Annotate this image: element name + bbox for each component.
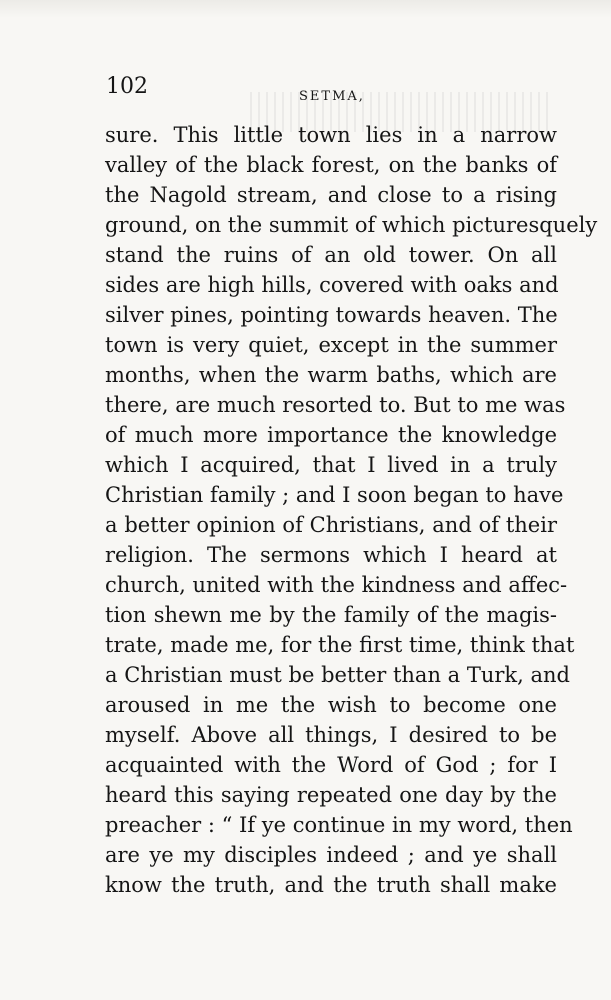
text-line: heard this saying repeated one day by the — [105, 783, 557, 807]
text-line: months, when the warm baths, which are — [105, 363, 557, 387]
text-line: stand the ruins of an old tower. On all — [105, 243, 557, 267]
text-line: of much more importance the knowledge — [105, 423, 557, 447]
text-line: aroused in me the wish to become one — [105, 693, 557, 717]
text-line: trate, made me, for the first time, think that — [105, 633, 575, 657]
text-line: tion shewn me by the family of the magis- — [105, 603, 557, 627]
text-line: a Christian must be better than a Turk, and — [105, 663, 570, 687]
text-line: town is very quiet, except in the summer — [105, 333, 557, 357]
text-line: silver pines, pointing towards heaven. The — [105, 303, 558, 327]
page-number: 102 — [106, 74, 148, 99]
text-line: acquainted with the Word of God ; for I — [105, 753, 557, 777]
text-line: there, are much resorted to. But to me was — [105, 393, 566, 417]
text-line: are ye my disciples indeed ; and ye shall — [105, 843, 557, 867]
text-line: preacher : “ If ye continue in my word, then — [105, 813, 573, 837]
text-line: valley of the black forest, on the banks of — [105, 153, 557, 177]
text-line: sure. This little town lies in a narrow — [105, 123, 557, 147]
text-line: Christian family ; and I soon began to have — [105, 483, 564, 507]
text-line: church, united with the kindness and affec- — [105, 573, 568, 597]
text-line: religion. The sermons which I heard at — [105, 543, 557, 567]
running-title: SETMA, — [299, 89, 365, 104]
page-top-shadow — [0, 0, 611, 18]
body-text — [105, 120, 598, 900]
text-line: which I acquired, that I lived in a truly — [105, 453, 557, 477]
text-line: the Nagold stream, and close to a rising — [105, 183, 557, 207]
text-line: know the truth, and the truth shall make — [105, 873, 557, 897]
text-line: myself. Above all things, I desired to be — [105, 723, 557, 747]
text-line: a better opinion of Christians, and of their — [105, 513, 557, 537]
text-line: sides are high hills, covered with oaks and — [105, 273, 559, 297]
text-line: ground, on the summit of which picturesquely — [105, 213, 598, 237]
